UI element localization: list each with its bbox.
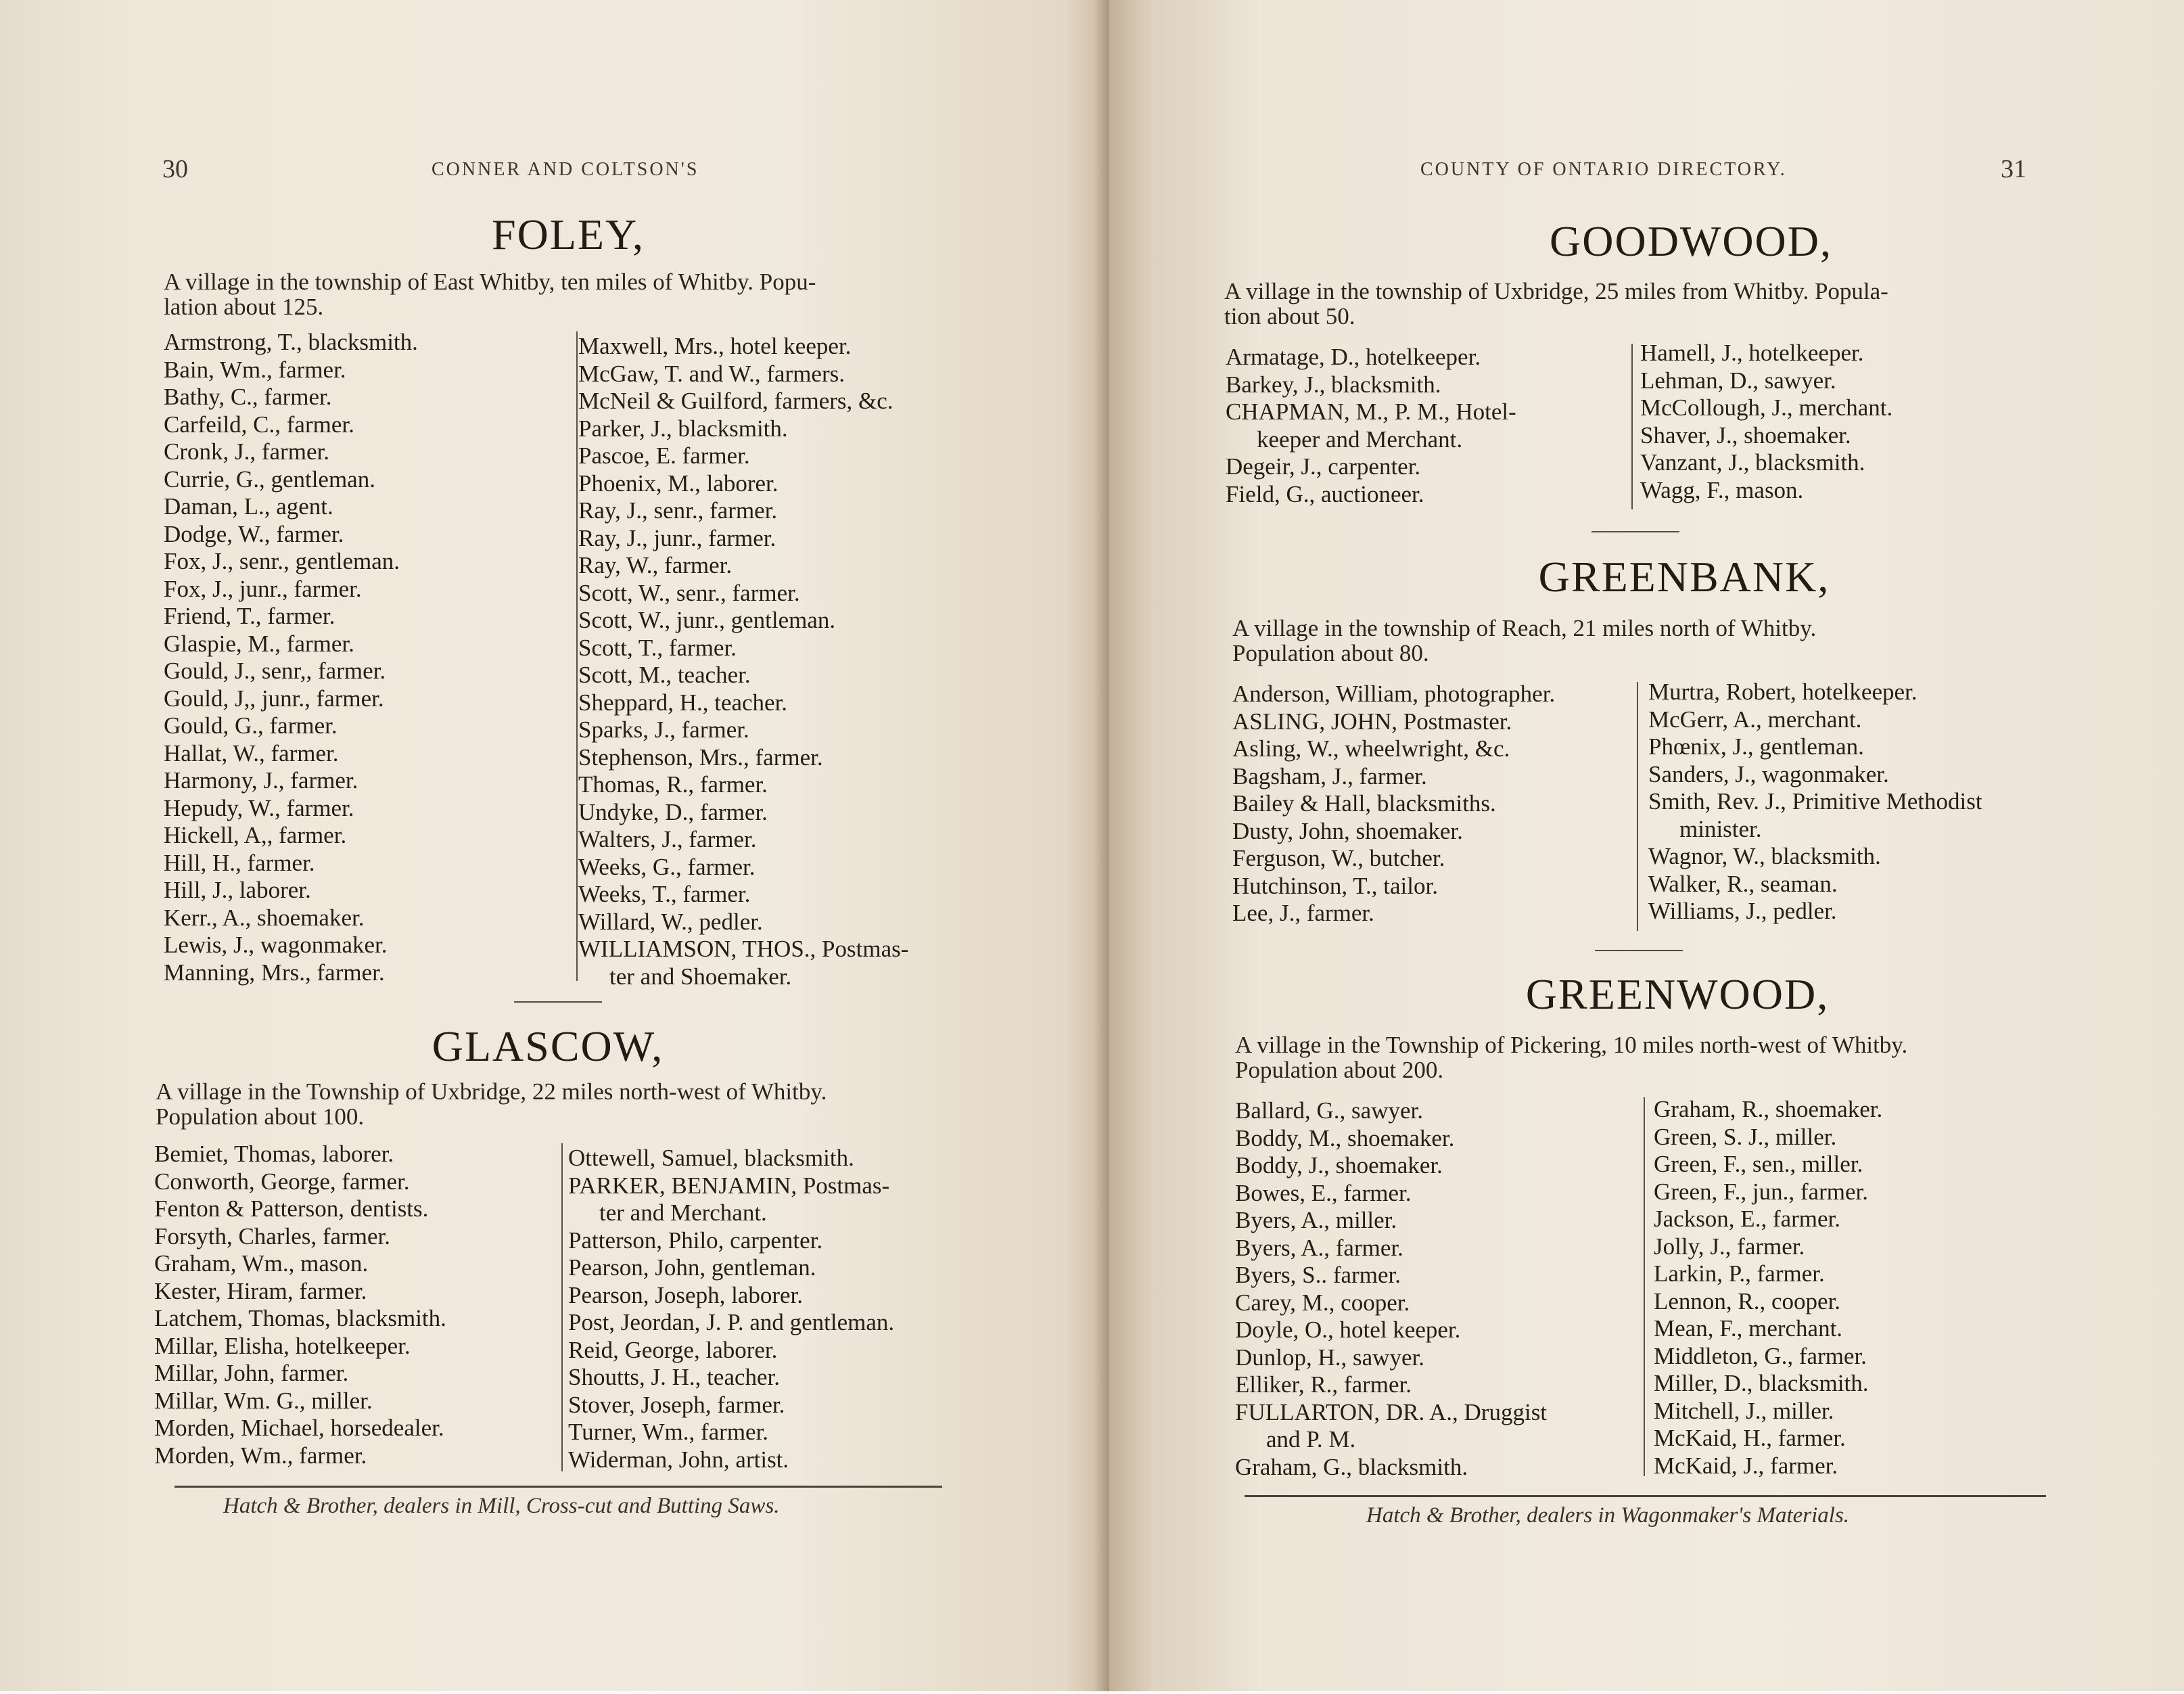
- directory-entry: Manning, Mrs., farmer.: [164, 959, 385, 986]
- directory-entry: Gould, J,, junr., farmer.: [164, 685, 384, 712]
- directory-entry: Bain, Wm., farmer.: [164, 356, 346, 383]
- directory-entry: Bemiet, Thomas, laborer.: [154, 1141, 394, 1167]
- running-head: CONNER AND COLTSON'S: [432, 159, 699, 180]
- intro-line: A village in the township of Reach, 21 miles north of Whitby.: [1232, 615, 1817, 641]
- footer-rule: [1245, 1495, 2046, 1497]
- directory-entry: ter and Merchant.: [599, 1199, 767, 1226]
- directory-entry: Fox, J., senr., gentleman.: [164, 548, 400, 574]
- directory-entry: Mitchell, J., miller.: [1654, 1397, 1834, 1424]
- directory-entry: Kerr., A., shoemaker.: [164, 904, 365, 931]
- directory-entry: Phoenix, M., laborer.: [578, 470, 779, 497]
- directory-entry: Pearson, John, gentleman.: [568, 1254, 816, 1281]
- directory-entry: minister.: [1679, 815, 1762, 842]
- intro-line: A village in the Township of Uxbridge, 22 miles north-west of Whitby.: [156, 1078, 827, 1105]
- directory-entry: ter and Shoemaker.: [609, 963, 792, 990]
- directory-entry: Hickell, A,, farmer.: [164, 822, 347, 848]
- right-page: [1109, 0, 2184, 1691]
- directory-entry: Armatage, D., hotelkeeper.: [1226, 344, 1481, 370]
- intro-line: A village in the township of Uxbridge, 25 miles from Whitby. Popula-: [1224, 278, 1888, 304]
- intro-line: Population about 80.: [1232, 640, 1429, 666]
- directory-entry: Millar, Wm. G., miller.: [154, 1387, 373, 1414]
- directory-entry: CHAPMAN, M., P. M., Hotel-: [1226, 398, 1516, 425]
- directory-entry: Green, F., jun., farmer.: [1654, 1178, 1868, 1205]
- directory-entry: Larkin, P., farmer.: [1654, 1260, 1825, 1287]
- directory-entry: Carey, M., cooper.: [1235, 1289, 1410, 1316]
- directory-entry: and P. M.: [1266, 1426, 1356, 1452]
- directory-entry: Carfeild, C., farmer.: [164, 411, 354, 438]
- directory-entry: Shoutts, J. H., teacher.: [568, 1364, 781, 1390]
- section-title-greenbank: GREENBANK,: [1538, 553, 1830, 601]
- directory-column: [561, 1145, 894, 1473]
- directory-entry: Graham, G., blacksmith.: [1235, 1453, 1468, 1480]
- directory-entry: Elliker, R., farmer.: [1235, 1371, 1412, 1398]
- directory-entry: McCollough, J., merchant.: [1640, 394, 1893, 421]
- directory-entry: Hepudy, W., farmer.: [164, 794, 354, 821]
- directory-entry: Weeks, G., farmer.: [578, 853, 756, 880]
- advertisement-footer: Hatch & Brother, dealers in Wagonmaker's Materials.: [1366, 1503, 1850, 1528]
- directory-entry: Scott, M., teacher.: [578, 662, 751, 688]
- page-number: 31: [2001, 155, 2026, 183]
- directory-entry: Patterson, Philo, carpenter.: [568, 1227, 823, 1254]
- directory-entry: Fox, J., junr., farmer.: [164, 575, 362, 602]
- directory-entry: Lennon, R., cooper.: [1654, 1287, 1841, 1314]
- directory-entry: Miller, D., blacksmith.: [1654, 1370, 1869, 1396]
- directory-entry: Dunlop, H., sawyer.: [1235, 1344, 1424, 1371]
- running-head: COUNTY OF ONTARIO DIRECTORY.: [1420, 159, 1787, 180]
- directory-entry: Armstrong, T., blacksmith.: [164, 329, 418, 355]
- directory-entry: Wagg, F., mason.: [1640, 476, 1804, 503]
- directory-entry: Currie, G., gentleman.: [164, 465, 375, 493]
- intro-line: A village in the township of East Whitby, ten miles of Whitby. Popu-: [164, 269, 816, 295]
- directory-entry: Phœnix, J., gentleman.: [1648, 733, 1864, 760]
- section-title-glascow: GLASCOW,: [432, 1022, 664, 1070]
- directory-entry: Smith, Rev. J., Primitive Methodist: [1648, 788, 1982, 815]
- directory-entry: Hill, J., laborer.: [164, 877, 311, 903]
- directory-column: [164, 329, 418, 986]
- directory-entry: Green, F., sen., miller.: [1654, 1151, 1863, 1177]
- directory-entry: Scott, W., junr., gentleman.: [578, 607, 836, 633]
- directory-entry: Forsyth, Charles, farmer.: [154, 1222, 390, 1250]
- directory-entry: McGerr, A., merchant.: [1648, 706, 1862, 733]
- directory-entry: Jolly, J., farmer.: [1654, 1233, 1805, 1260]
- intro-greenwood: [1235, 1032, 2047, 1082]
- directory-column: [1235, 1097, 1547, 1481]
- column-rule: [1637, 682, 1638, 931]
- directory-entry: McKaid, J., farmer.: [1654, 1452, 1838, 1479]
- directory-entry: Green, S. J., miller.: [1654, 1123, 1837, 1150]
- section-divider: [514, 1001, 602, 1003]
- directory-entry: Parker, J., blacksmith.: [578, 415, 788, 442]
- directory-entry: Bowes, E., farmer.: [1235, 1179, 1412, 1206]
- directory-entry: Bagsham, J., farmer.: [1232, 762, 1427, 789]
- intro-line: Population about 100.: [156, 1103, 365, 1130]
- directory-entry: Ray, W., farmer.: [578, 552, 733, 578]
- directory-column: [1226, 344, 1516, 508]
- page-number: 30: [162, 155, 188, 183]
- section-divider: [1591, 531, 1679, 532]
- directory-entry: Hallat, W., farmer.: [164, 739, 339, 766]
- intro-greenbank: [1232, 616, 2042, 666]
- directory-entry: Reid, George, laborer.: [568, 1336, 778, 1363]
- directory-entry: Hamell, J., hotelkeeper.: [1640, 340, 1864, 366]
- directory-entry: Daman, L., agent.: [164, 493, 333, 520]
- directory-entry: Post, Jeordan, J. P. and gentleman.: [568, 1309, 895, 1335]
- directory-entry: Latchem, Thomas, blacksmith.: [154, 1305, 446, 1331]
- directory-entry: Wagnor, W., blacksmith.: [1648, 843, 1881, 869]
- directory-entry: Morden, Wm., farmer.: [154, 1442, 367, 1469]
- directory-entry: Cronk, J., farmer.: [164, 438, 329, 465]
- directory-entry: Millar, John, farmer.: [154, 1360, 349, 1386]
- section-title-greenwood: GREENWOOD,: [1525, 970, 1830, 1018]
- directory-entry: Byers, A., farmer.: [1235, 1234, 1403, 1261]
- intro-foley: [164, 269, 979, 319]
- directory-entry: Ray, J., senr., farmer.: [578, 497, 778, 524]
- directory-entry: Maxwell, Mrs., hotel keeper.: [578, 333, 852, 359]
- directory-entry: Scott, T., farmer.: [578, 634, 737, 661]
- directory-entry: Undyke, D., farmer.: [578, 798, 768, 825]
- directory-entry: Friend, T., farmer.: [164, 603, 335, 629]
- directory-entry: Widerman, John, artist.: [568, 1446, 789, 1473]
- directory-entry: Dodge, W., farmer.: [164, 520, 344, 547]
- directory-entry: Doyle, O., hotel keeper.: [1235, 1317, 1461, 1343]
- intro-line: lation about 125.: [164, 294, 324, 320]
- directory-entry: Hill, H., farmer.: [164, 849, 315, 876]
- directory-column: [1232, 681, 1555, 928]
- directory-entry: Graham, Wm., mason.: [154, 1250, 369, 1277]
- directory-entry: Willard, W., pedler.: [578, 908, 763, 935]
- directory-column: [1642, 679, 1982, 925]
- directory-entry: WILLIAMSON, THOS., Postmas-: [578, 936, 909, 962]
- directory-entry: Field, G., auctioneer.: [1226, 480, 1424, 507]
- directory-entry: Vanzant, J., blacksmith.: [1640, 449, 1865, 476]
- directory-entry: Scott, W., senr., farmer.: [578, 579, 800, 606]
- directory-entry: Ferguson, W., butcher.: [1232, 845, 1445, 871]
- directory-entry: Lewis, J., wagonmaker.: [164, 932, 388, 958]
- intro-line: tion about 50.: [1224, 303, 1355, 329]
- directory-entry: Dusty, John, shoemaker.: [1232, 817, 1463, 844]
- intro-glascow: [156, 1079, 977, 1129]
- directory-entry: Lehman, D., sawyer.: [1640, 367, 1836, 394]
- directory-entry: Williams, J., pedler.: [1648, 898, 1837, 924]
- section-title-foley: FOLEY,: [492, 210, 645, 258]
- directory-entry: Glaspie, M., farmer.: [164, 630, 354, 657]
- directory-entry: Weeks, T., farmer.: [578, 881, 751, 907]
- directory-entry: Lee, J., farmer.: [1232, 900, 1374, 926]
- directory-entry: ASLING, JOHN, Postmaster.: [1232, 708, 1512, 735]
- directory-entry: McGaw, T. and W., farmers.: [578, 360, 845, 387]
- advertisement-footer: Hatch & Brother, dealers in Mill, Cross-cut and Butting Saws.: [223, 1494, 780, 1518]
- directory-entry: Boddy, M., shoemaker.: [1235, 1124, 1455, 1151]
- directory-entry: Hutchinson, T., tailor.: [1232, 872, 1438, 899]
- directory-entry: Sparks, J., farmer.: [578, 716, 749, 743]
- directory-entry: Walters, J., farmer.: [578, 826, 757, 852]
- directory-entry: Stover, Joseph, farmer.: [568, 1391, 785, 1418]
- directory-column: [1647, 1096, 1882, 1480]
- directory-entry: FULLARTON, DR. A., Druggist: [1235, 1398, 1548, 1425]
- directory-entry: Murtra, Robert, hotelkeeper.: [1648, 679, 1918, 705]
- section-title-goodwood: GOODWOOD,: [1550, 217, 1832, 265]
- directory-entry: Harmony, J., farmer.: [164, 767, 358, 794]
- intro-line: A village in the Township of Pickering, 10 miles north-west of Whitby.: [1235, 1032, 1908, 1058]
- directory-entry: Byers, S.. farmer.: [1235, 1262, 1401, 1288]
- directory-entry: Millar, Elisha, hotelkeeper.: [154, 1332, 411, 1359]
- directory-entry: Stephenson, Mrs., farmer.: [578, 743, 823, 771]
- directory-entry: Jackson, E., farmer.: [1654, 1206, 1841, 1232]
- directory-entry: Shaver, J., shoemaker.: [1640, 421, 1851, 449]
- directory-entry: Degeir, J., carpenter.: [1226, 453, 1421, 480]
- directory-entry: Conworth, George, farmer.: [154, 1168, 410, 1195]
- directory-entry: McKaid, H., farmer.: [1654, 1425, 1846, 1451]
- intro-goodwood: [1224, 279, 2036, 329]
- directory-entry: Sanders, J., wagonmaker.: [1648, 760, 1889, 787]
- directory-entry: Ottewell, Samuel, blacksmith.: [568, 1145, 854, 1171]
- column-rule: [1631, 344, 1633, 509]
- directory-column: [572, 333, 908, 990]
- directory-entry: Turner, Wm., farmer.: [568, 1419, 769, 1445]
- directory-column: [154, 1141, 446, 1469]
- directory-entry: McNeil & Guilford, farmers, &c.: [578, 388, 893, 414]
- directory-entry: Ray, J., junr., farmer.: [578, 524, 776, 551]
- directory-entry: Fenton & Patterson, dentists.: [154, 1195, 429, 1222]
- directory-entry: Bailey & Hall, blacksmiths.: [1232, 790, 1496, 817]
- directory-entry: Gould, G., farmer.: [164, 712, 338, 739]
- directory-entry: Walker, R., seaman.: [1648, 870, 1838, 897]
- footer-rule: [175, 1486, 942, 1488]
- directory-entry: Middleton, G., farmer.: [1654, 1342, 1867, 1369]
- section-divider: [1595, 950, 1683, 951]
- column-rule: [1644, 1097, 1645, 1476]
- directory-entry: Sheppard, H., teacher.: [578, 689, 788, 716]
- directory-entry: Pascoe, E. farmer.: [578, 442, 750, 469]
- directory-entry: Asling, W., wheelwright, &c.: [1232, 735, 1510, 762]
- directory-entry: Morden, Michael, horsedealer.: [154, 1415, 444, 1441]
- directory-entry: Graham, R., shoemaker.: [1654, 1096, 1883, 1122]
- directory-entry: Gould, J., senr,, farmer.: [164, 658, 386, 684]
- directory-entry: Barkey, J., blacksmith.: [1226, 371, 1441, 398]
- directory-entry: Mean, F., merchant.: [1654, 1315, 1843, 1342]
- directory-entry: Bathy, C., farmer.: [164, 384, 332, 410]
- directory-entry: keeper and Merchant.: [1257, 426, 1463, 453]
- directory-entry: Byers, A., miller.: [1235, 1207, 1397, 1233]
- directory-entry: Pearson, Joseph, laborer.: [568, 1281, 804, 1308]
- intro-line: Population about 200.: [1235, 1057, 1444, 1083]
- directory-column: [1633, 340, 1892, 504]
- directory-entry: Thomas, R., farmer.: [578, 771, 768, 798]
- directory-entry: PARKER, BENJAMIN, Postmas-: [568, 1172, 890, 1199]
- directory-entry: Anderson, William, photographer.: [1232, 681, 1556, 707]
- directory-entry: Ballard, G., sawyer.: [1235, 1097, 1423, 1124]
- directory-entry: Boddy, J., shoemaker.: [1235, 1152, 1443, 1178]
- directory-entry: Kester, Hiram, farmer.: [154, 1277, 367, 1304]
